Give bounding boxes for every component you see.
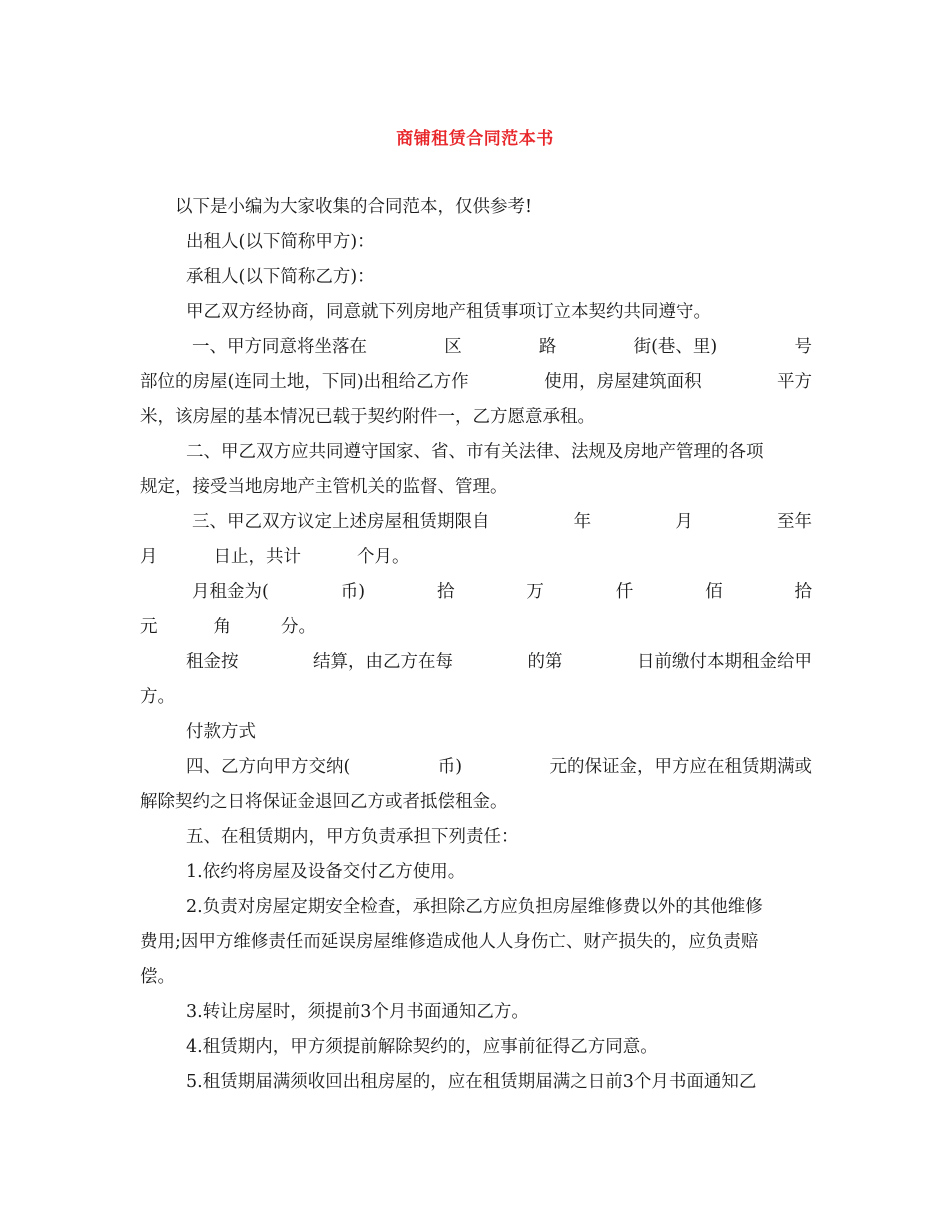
- clause-5-item-1: 1.依约将房屋及设备交付乙方使用。: [186, 862, 466, 882]
- clause-1-part: 部位的房屋(连同土地，下同)出租给乙方作: [140, 372, 469, 392]
- rent-part: 角: [213, 617, 231, 637]
- clause-1-line-2: [140, 365, 812, 400]
- clause-5-item-2-cont: 费用;因甲方维修责任而延误房屋维修造成他人人身伤亡、财产损失的，应负责赔: [140, 932, 759, 952]
- rent-part: 佰: [705, 582, 723, 602]
- clause-4-part: 币): [437, 757, 463, 777]
- clause-3-part: 日止，共计: [213, 547, 301, 567]
- clause-1-line-3: 米，该房屋的基本情况已载于契约附件一，乙方愿意承租。: [140, 407, 595, 427]
- clause-3-part: 月: [675, 512, 693, 532]
- rent-part: 拾: [436, 582, 455, 602]
- clause-1-part: 使用，房屋建筑面积: [544, 372, 702, 392]
- clause-3-part: 三、甲乙双方议定上述房屋租赁期限自: [192, 512, 490, 532]
- clause-5-item-2-end: 偿。: [140, 967, 175, 987]
- clause-4-line-1: [140, 750, 812, 785]
- payment-part: 结算，由乙方在每: [313, 652, 453, 672]
- clause-3-line-2: [140, 540, 812, 575]
- clause-2-line-2: 规定，接受当地房地产主管机关的监督、管理。: [140, 477, 508, 497]
- clause-3-part: 至年: [776, 512, 812, 532]
- document-body: [140, 190, 812, 1100]
- clause-4-line-2: 解除契约之日将保证金退回乙方或者抵偿租金。: [140, 792, 508, 812]
- payment-part: 的第: [527, 652, 563, 672]
- payment-line-2: 方。: [140, 687, 175, 707]
- clause-4-part: 元的保证金，甲方应在租赁期满或: [549, 757, 812, 777]
- rent-line-2: [140, 610, 812, 645]
- clause-1-part: 区: [444, 337, 462, 357]
- clause-5-item-4: 4.租赁期内，甲方须提前解除契约的，应事前征得乙方同意。: [186, 1037, 658, 1057]
- clause-3-part: 个月。: [357, 547, 410, 567]
- lessor-line: 出租人(以下简称甲方)：: [186, 232, 375, 252]
- payment-part: 日前缴付本期租金给甲: [637, 652, 812, 672]
- clause-1-part: 路: [538, 337, 557, 357]
- clause-3-line-1: [140, 505, 812, 540]
- rent-part: 万: [526, 582, 544, 602]
- lessee-line: 承租人(以下简称乙方)：: [186, 267, 375, 287]
- clause-1-part: 号: [794, 337, 812, 357]
- clause-5-item-2: 2.负责对房屋定期安全检查，承担除乙方应负担房屋维修费以外的其他维修: [186, 897, 763, 917]
- rent-part: 币): [340, 582, 366, 602]
- clause-1-line-1: [140, 330, 812, 365]
- document-title: 商铺租赁合同范本书: [396, 129, 554, 149]
- payment-method-line: 付款方式: [186, 722, 256, 742]
- payment-line-1: [140, 645, 812, 680]
- rent-part: 拾: [794, 582, 812, 602]
- clause-1-part: 一、甲方同意将坐落在: [192, 337, 367, 357]
- clause-2-line-1: 二、甲乙双方应共同遵守国家、省、市有关法律、法规及房地产管理的各项: [186, 442, 764, 462]
- clause-1-part: 平方: [777, 372, 812, 392]
- clause-4-part: 四、乙方向甲方交纳(: [186, 757, 351, 777]
- rent-part: 分。: [281, 617, 316, 637]
- clause-3-part: 年: [573, 512, 592, 532]
- clause-5-heading: 五、在租赁期内，甲方负责承担下列责任：: [186, 827, 519, 847]
- rent-line-1: [140, 575, 812, 610]
- clause-5-item-5: 5.租赁期届满须收回出租房屋的，应在租赁期届满之日前3个月书面通知乙: [186, 1072, 757, 1092]
- clause-3-part: 月: [140, 547, 158, 567]
- clause-5-item-3: 3.转让房屋时，须提前3个月书面通知乙方。: [186, 1002, 529, 1022]
- intro-line: 以下是小编为大家收集的合同范本，仅供参考!: [175, 197, 533, 217]
- rent-part: 元: [140, 617, 158, 637]
- agreement-line: 甲乙双方经协商，同意就下列房地产租赁事项订立本契约共同遵守。: [186, 302, 711, 322]
- rent-part: 月租金为(: [192, 582, 269, 602]
- clause-1-part: 街(巷、里): [633, 337, 718, 357]
- payment-part: 租金按: [186, 652, 239, 672]
- rent-part: 仟: [615, 582, 634, 602]
